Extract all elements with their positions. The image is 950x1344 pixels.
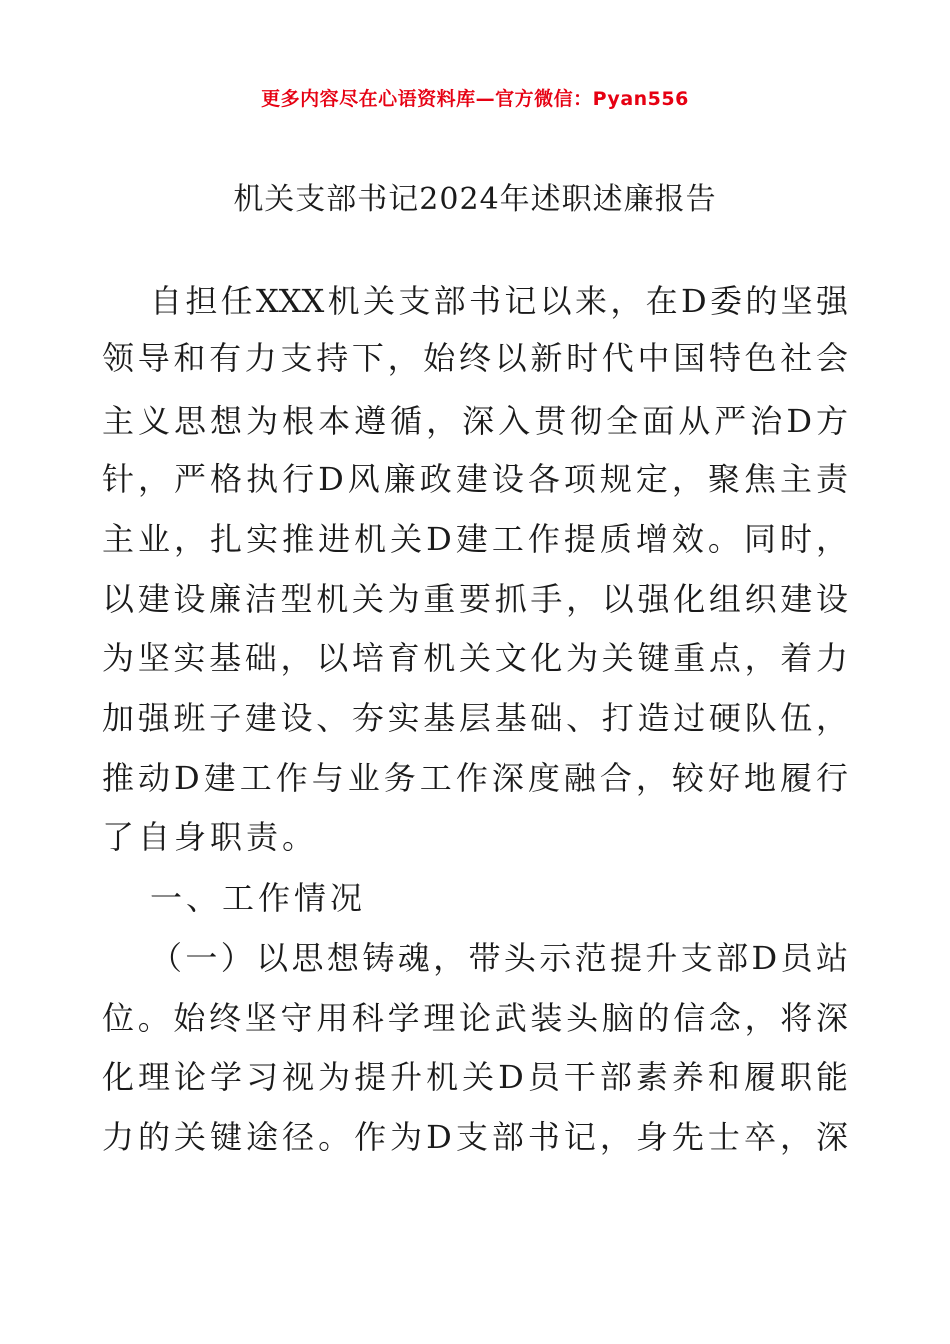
body-line: 化理论学习视为提升机关D员干部素养和履职能 <box>102 1058 848 1096</box>
body-line: 位。始终坚守用科学理论武装头脑的信念，将深 <box>102 999 848 1037</box>
body-line: 领导和有力支持下，始终以新时代中国特色社会 <box>102 339 848 377</box>
subsection-heading-line: （一）以思想铸魂，带头示范提升支部D员站 <box>150 939 848 977</box>
body-line: 为坚实基础，以培育机关文化为关键重点，着力 <box>102 639 848 677</box>
watermark-banner: 更多内容尽在心语资料库—官方微信：Pyan556 <box>261 88 689 110</box>
body-line: 主业，扎实推进机关D建工作提质增效。同时， <box>102 520 848 558</box>
body-line: 加强班子建设、夯实基层基础、打造过硬队伍， <box>102 699 848 737</box>
body-line: 主义思想为根本遵循，深入贯彻全面从严治D方 <box>102 402 848 440</box>
body-line: 推动D建工作与业务工作深度融合，较好地履行 <box>102 759 848 797</box>
body-line: 以建设廉洁型机关为重要抓手，以强化组织建设 <box>102 580 848 618</box>
document-title: 机关支部书记2024年述职述廉报告 <box>233 182 717 217</box>
body-line: 自担任XXX机关支部书记以来，在D委的坚强 <box>150 282 848 320</box>
body-line: 了自身职责。 <box>102 818 319 856</box>
body-line: 力的关键途径。作为D支部书记，身先士卒，深 <box>102 1118 848 1156</box>
section-heading: 一、工作情况 <box>150 879 367 917</box>
body-line: 针，严格执行D风廉政建设各项规定，聚焦主责 <box>102 460 848 498</box>
